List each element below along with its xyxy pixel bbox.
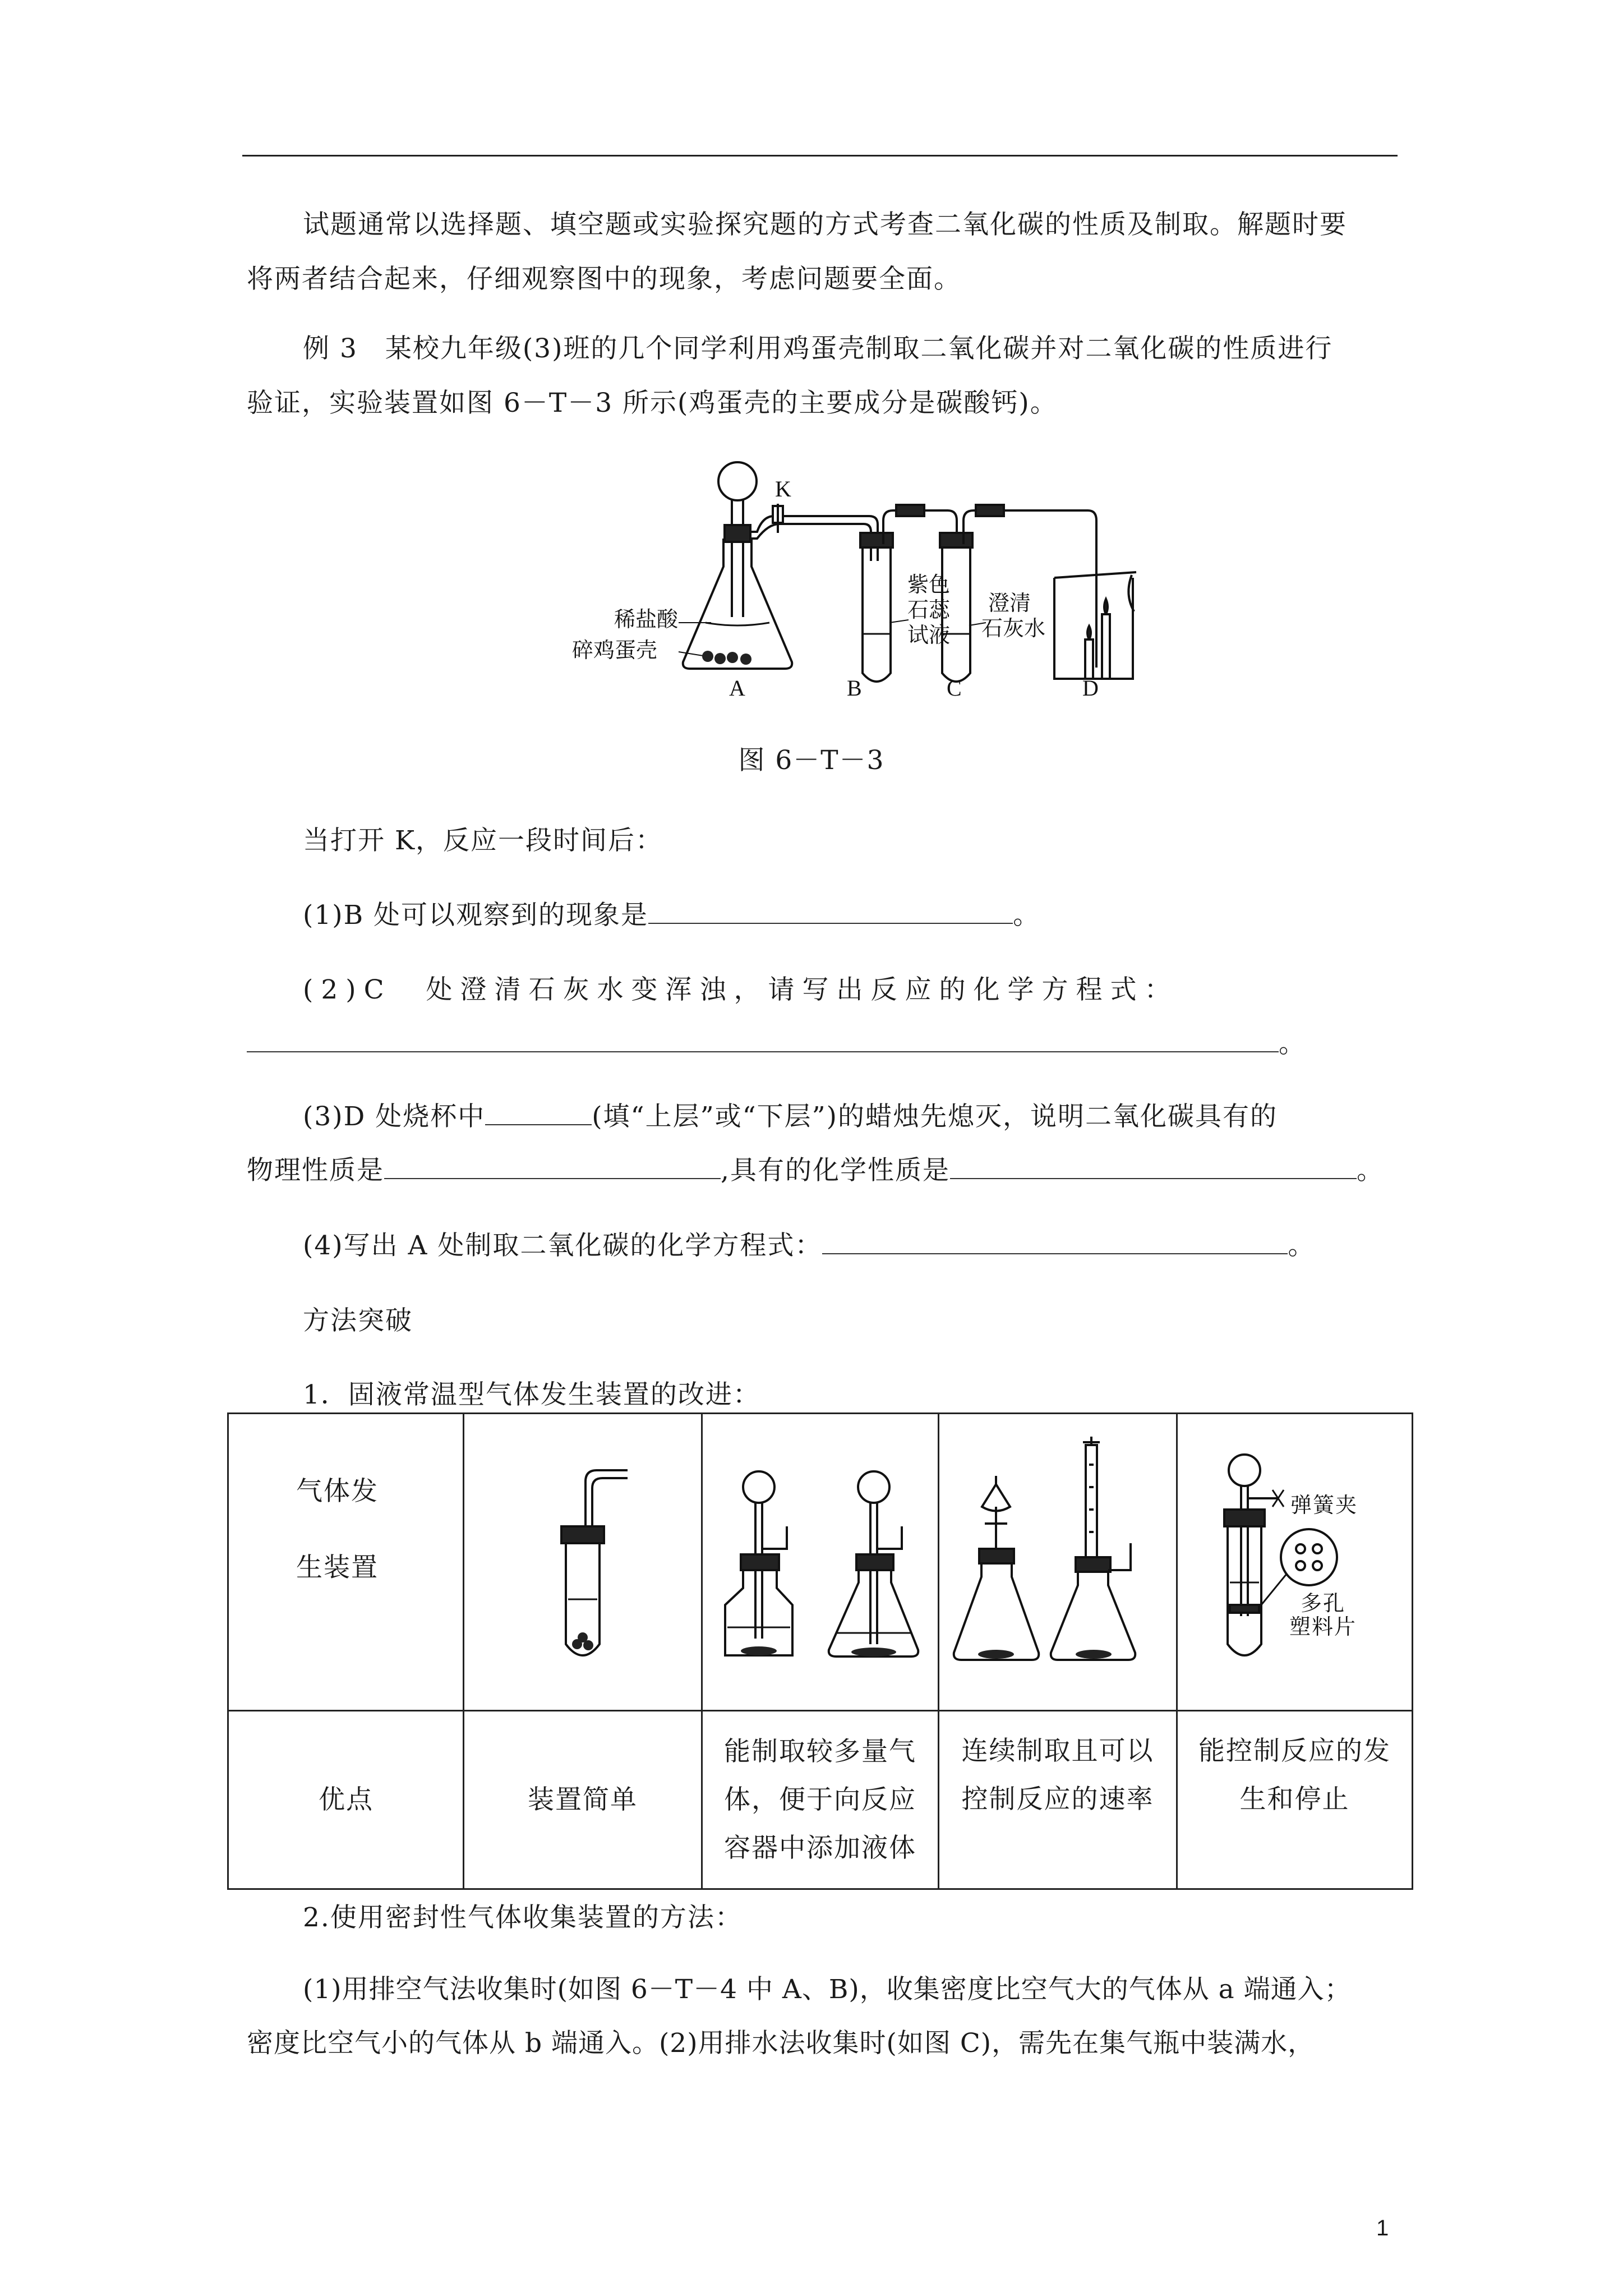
question-2-answer-line xyxy=(247,1016,1396,1071)
advantage-line: 能制取较多量气 xyxy=(724,1736,916,1767)
litmus-label-2: 石蕊 xyxy=(907,597,951,622)
q4-answer-blank[interactable] xyxy=(822,1231,1288,1254)
label-d: D xyxy=(1082,675,1099,701)
example-line-2: 验证，实验装置如图 6－T－3 所示(鸡蛋壳的主要成分是碳酸钙)。 xyxy=(247,388,1058,418)
q2-answer-blank[interactable] xyxy=(247,1029,1279,1052)
spring-clip-apparatus-icon xyxy=(1183,1437,1407,1672)
apparatus-funnel-bottles xyxy=(702,1414,939,1711)
label-b: B xyxy=(847,675,862,701)
q2-end: 。 xyxy=(1279,1028,1306,1059)
litmus-label-3: 试液 xyxy=(907,623,951,647)
advantage-line: 体，便于向反应 xyxy=(724,1784,916,1815)
generator-comparison-table xyxy=(227,1412,1413,1890)
question-3-line-2 xyxy=(247,1143,1396,1198)
example-line-1: 例 3 某校九年级(3)班的几个同学利用鸡蛋壳制取二氧化碳并对二氧化碳的性质进行 xyxy=(303,333,1333,364)
table-row xyxy=(228,1711,1413,1889)
q3-physical-blank[interactable] xyxy=(384,1156,721,1179)
question-1 xyxy=(247,888,1396,942)
porous-plate-label-2: 塑料片 xyxy=(1289,1614,1357,1639)
apparatus-spring-clip xyxy=(1177,1414,1413,1711)
table-head-apparatus xyxy=(228,1414,464,1711)
eggshell-label: 碎鸡蛋壳 xyxy=(572,638,658,662)
head-line-2: 生装置 xyxy=(296,1552,379,1583)
advantage-line: 连续制取且可以 xyxy=(961,1736,1154,1766)
figure-caption: 图 6－T－3 xyxy=(738,745,885,776)
valve-k-label: K xyxy=(775,476,791,501)
q3-text-b: (填“上层”或“下层”)的蜡烛先熄灭，说明二氧化碳具有的 xyxy=(592,1101,1278,1132)
limewater-label-2: 石灰水 xyxy=(981,616,1046,641)
apparatus-separatory-syringe xyxy=(939,1414,1177,1711)
advantage-cell xyxy=(464,1711,702,1889)
q1-answer-blank[interactable] xyxy=(648,900,1013,924)
head-line-1: 气体发 xyxy=(296,1476,379,1507)
experiment-apparatus-figure xyxy=(561,454,1144,701)
separatory-funnel-syringe-icon xyxy=(946,1431,1170,1678)
advantage-line: 装置简单 xyxy=(528,1784,638,1815)
table-head-advantage: 优点 xyxy=(228,1711,464,1889)
q3-chemical-blank[interactable] xyxy=(950,1156,1357,1179)
question-2: (2)C 处澄清石灰水变浑浊，请写出反应的化学方程式： xyxy=(303,974,1179,1005)
intro-line-1: 试题通常以选择题、填空题或实验探究题的方式考查二氧化碳的性质及制取。解题时要 xyxy=(303,209,1347,240)
label-c: C xyxy=(947,675,962,701)
advantage-cell xyxy=(1177,1711,1413,1889)
method-para-line-2: 密度比空气小的气体从 b 端通入。(2)用排水法收集时(如图 C)，需先在集气瓶中装满水， xyxy=(247,2028,1315,2059)
advantage-line: 容器中添加液体 xyxy=(724,1832,916,1864)
header-rule xyxy=(242,155,1398,157)
method-item-2: 2.使用密封性气体收集装置的方法： xyxy=(303,1902,743,1933)
q4-end: 。 xyxy=(1288,1230,1316,1261)
q1-text: (1)B 处可以观察到的现象是 xyxy=(303,900,649,931)
advantage-cell xyxy=(702,1711,939,1889)
method-para-line-1: (1)用排空气法收集时(如图 6－T－4 中 A、B)，收集密度比空气大的气体从 a 端通入； xyxy=(303,1974,1352,2005)
advantage-line: 控制反应的速率 xyxy=(961,1784,1154,1815)
advantage-cell xyxy=(939,1711,1177,1889)
q3-end: 。 xyxy=(1356,1155,1384,1186)
porous-plate-label-1: 多孔 xyxy=(1300,1590,1345,1616)
q3-layer-blank[interactable] xyxy=(485,1102,592,1125)
q3-text-d: ,具有的化学性质是 xyxy=(721,1155,950,1186)
question-3-line-1 xyxy=(247,1089,1396,1144)
spring-clip-label: 弹簧夹 xyxy=(1290,1492,1358,1517)
page-number: 1 xyxy=(1376,2216,1389,2240)
table-row xyxy=(228,1414,1413,1711)
litmus-label-1: 紫色 xyxy=(907,572,951,597)
q3-text-a: (3)D 处烧杯中 xyxy=(303,1101,486,1132)
question-lead: 当打开 K，反应一段时间后： xyxy=(303,825,663,856)
q4-text: (4)写出 A 处制取二氧化碳的化学方程式： xyxy=(303,1230,823,1261)
apparatus-test-tube xyxy=(464,1414,702,1711)
method-item-1: 1．固液常温型气体发生装置的改进： xyxy=(303,1379,760,1410)
q3-text-c: 物理性质是 xyxy=(247,1155,384,1186)
question-4 xyxy=(247,1218,1396,1273)
label-a: A xyxy=(729,675,745,701)
method-title: 方法突破 xyxy=(303,1305,413,1336)
limewater-label-1: 澄清 xyxy=(988,591,1031,615)
long-neck-funnel-apparatus-icon xyxy=(708,1442,933,1667)
test-tube-apparatus-icon xyxy=(527,1442,639,1667)
intro-line-2: 将两者结合起来，仔细观察图中的现象，考虑问题要全面。 xyxy=(247,264,961,295)
advantage-line: 生和停止 xyxy=(1239,1784,1350,1815)
acid-label: 稀盐酸 xyxy=(614,607,679,632)
advantage-line: 能控制反应的发 xyxy=(1198,1736,1391,1766)
q1-end: 。 xyxy=(1013,900,1041,931)
